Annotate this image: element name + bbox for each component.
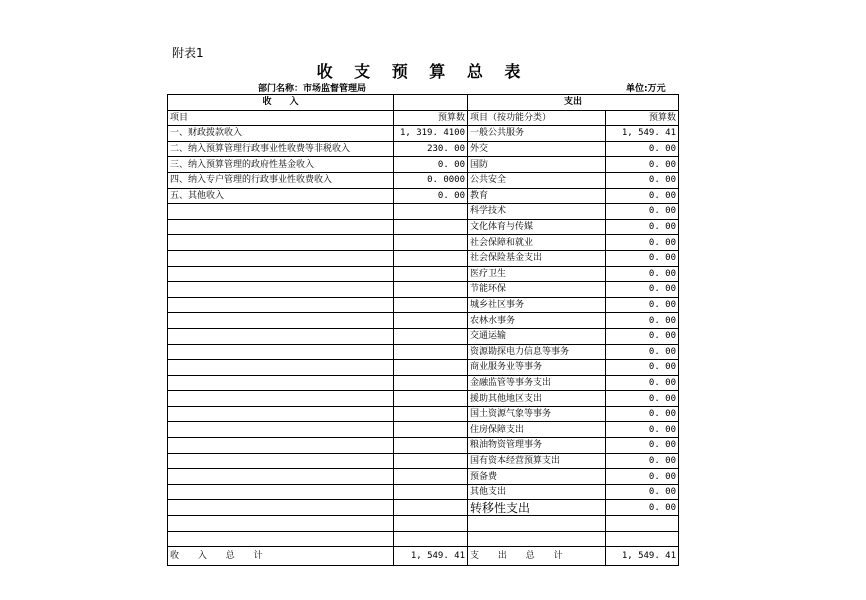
unit-label: 单位:万元: [626, 84, 666, 94]
income-total-label: 收 入 总 计: [168, 547, 394, 566]
expense-item-name: 节能环保: [468, 282, 606, 298]
table-row: [168, 422, 679, 438]
expense-item-value: 0. 00: [606, 422, 679, 438]
table-row: [168, 235, 679, 251]
expense-item-name: 金融监管等事务支出: [468, 375, 606, 391]
table-row: [168, 266, 679, 282]
empty-cell: [468, 531, 606, 547]
income-item-value: [394, 204, 468, 220]
expense-item-name: 国有资本经营预算支出: [468, 453, 606, 469]
income-item-value: [394, 391, 468, 407]
expense-item-value: 1, 549. 41: [606, 126, 679, 142]
table-row: [168, 391, 679, 407]
income-item-name: 五、其他收入: [168, 188, 394, 204]
expense-item-value: 0. 00: [606, 391, 679, 407]
expense-item-value: 0. 00: [606, 453, 679, 469]
expense-budget-header: 预算数: [606, 110, 679, 126]
expense-item-name: 交通运输: [468, 328, 606, 344]
expense-item-value: 0. 00: [606, 250, 679, 266]
expense-item-name: 外交: [468, 141, 606, 157]
expense-item-name: 其他支出: [468, 484, 606, 500]
income-item-value: 1, 319. 4100: [394, 126, 468, 142]
income-budget-header: 预算数: [394, 110, 468, 126]
table-row: [168, 126, 679, 142]
expense-item-name: 公共安全: [468, 172, 606, 188]
expense-item-value: 0. 00: [606, 297, 679, 313]
income-item-value: [394, 406, 468, 422]
empty-cell: [468, 516, 606, 532]
expense-item-name: 农林水事务: [468, 313, 606, 329]
expense-item-name: 国防: [468, 157, 606, 173]
expense-item-value: 0. 00: [606, 484, 679, 500]
income-item-name: [168, 500, 394, 516]
empty-cell: [394, 95, 468, 111]
table-row: [168, 360, 679, 376]
income-item-name: [168, 297, 394, 313]
income-item-name: [168, 484, 394, 500]
table-row: [168, 469, 679, 485]
table-row: [168, 297, 679, 313]
department-label: 部门名称：市场监督管理局: [258, 84, 367, 94]
income-item-name: [168, 469, 394, 485]
expense-item-value: 0. 00: [606, 406, 679, 422]
header-row-columns: [168, 110, 679, 126]
header-row-sections: [168, 95, 679, 111]
expense-item-header: 项目（按功能分类）: [468, 110, 606, 126]
table-row: [168, 328, 679, 344]
income-item-value: [394, 422, 468, 438]
blank-row: [168, 531, 679, 547]
expense-section-header: 支出: [468, 95, 679, 111]
blank-row: [168, 516, 679, 532]
income-item-name: [168, 438, 394, 454]
income-item-name: [168, 422, 394, 438]
empty-cell: [394, 516, 468, 532]
expense-item-name: 城乡社区事务: [468, 297, 606, 313]
table-row: [168, 141, 679, 157]
expense-item-value: 0. 00: [606, 360, 679, 376]
total-row: [168, 547, 679, 566]
expense-item-name: 援助其他地区支出: [468, 391, 606, 407]
expense-item-value: 0. 00: [606, 157, 679, 173]
expense-item-value: 0. 00: [606, 438, 679, 454]
table-row: [168, 438, 679, 454]
income-total-value: 1, 549. 41: [394, 547, 468, 566]
income-item-name: 二、纳入预算管理行政事业性收费等非税收入: [168, 141, 394, 157]
table-row: [168, 282, 679, 298]
empty-cell: [168, 531, 394, 547]
expense-item-name: 预备费: [468, 469, 606, 485]
income-item-name: [168, 360, 394, 376]
table-row: [168, 219, 679, 235]
income-item-value: 0. 00: [394, 188, 468, 204]
expense-item-value: 0. 00: [606, 500, 679, 516]
table-row: [168, 313, 679, 329]
expense-item-name: 社会保障和就业: [468, 235, 606, 251]
table-row: [168, 204, 679, 220]
table-row: [168, 188, 679, 204]
income-item-value: 230. 00: [394, 141, 468, 157]
income-item-name: [168, 328, 394, 344]
expense-item-value: 0. 00: [606, 313, 679, 329]
expense-item-value: 0. 00: [606, 282, 679, 298]
income-item-value: [394, 328, 468, 344]
income-item-value: [394, 297, 468, 313]
expense-item-value: 0. 00: [606, 375, 679, 391]
expense-item-name: 转移性支出: [468, 500, 606, 516]
income-item-value: [394, 484, 468, 500]
expense-item-value: 0. 00: [606, 328, 679, 344]
income-item-name: 四、纳入专户管理的行政事业性收费收入: [168, 172, 394, 188]
income-item-name: [168, 375, 394, 391]
expense-item-value: 0. 00: [606, 469, 679, 485]
expense-item-value: 0. 00: [606, 344, 679, 360]
expense-item-value: 0. 00: [606, 141, 679, 157]
budget-table: [167, 94, 679, 566]
income-item-value: [394, 219, 468, 235]
income-item-name: [168, 313, 394, 329]
expense-item-name: 住房保障支出: [468, 422, 606, 438]
income-item-value: [394, 469, 468, 485]
table-row: [168, 172, 679, 188]
expense-item-value: 0. 00: [606, 219, 679, 235]
page-title: 收 支 预 算 总 表: [316, 62, 529, 81]
expense-item-name: 社会保险基金支出: [468, 250, 606, 266]
expense-item-name: 粮油物资管理事务: [468, 438, 606, 454]
table-row: [168, 453, 679, 469]
expense-total-label: 支 出 总 计: [468, 547, 606, 566]
income-item-name: [168, 344, 394, 360]
empty-cell: [168, 516, 394, 532]
expense-item-name: 国土资源气象等事务: [468, 406, 606, 422]
income-item-name: [168, 219, 394, 235]
expense-item-name: 科学技术: [468, 204, 606, 220]
income-item-value: [394, 438, 468, 454]
attachment-label: 附表1: [172, 46, 204, 60]
table-row: [168, 375, 679, 391]
empty-cell: [606, 531, 679, 547]
income-item-value: [394, 375, 468, 391]
expense-total-value: 1, 549. 41: [606, 547, 679, 566]
income-item-name: [168, 266, 394, 282]
income-item-value: [394, 453, 468, 469]
income-item-value: [394, 313, 468, 329]
table-row: [168, 406, 679, 422]
expense-item-name: 商业服务业等事务: [468, 360, 606, 376]
income-item-value: [394, 500, 468, 516]
income-item-name: [168, 250, 394, 266]
empty-cell: [394, 531, 468, 547]
income-item-value: [394, 235, 468, 251]
table-row: [168, 500, 679, 516]
income-item-value: [394, 344, 468, 360]
income-item-value: [394, 282, 468, 298]
expense-item-value: 0. 00: [606, 266, 679, 282]
income-item-value: [394, 360, 468, 376]
income-item-name: [168, 406, 394, 422]
income-item-name: 三、纳入预算管理的政府性基金收入: [168, 157, 394, 173]
expense-item-name: 医疗卫生: [468, 266, 606, 282]
income-item-value: 0. 0000: [394, 172, 468, 188]
income-item-name: [168, 235, 394, 251]
income-item-header: 项目: [168, 110, 394, 126]
income-item-name: [168, 204, 394, 220]
income-item-name: [168, 453, 394, 469]
expense-item-value: 0. 00: [606, 204, 679, 220]
table-row: [168, 484, 679, 500]
income-item-value: [394, 266, 468, 282]
income-item-value: 0. 00: [394, 157, 468, 173]
expense-item-name: 资源勘探电力信息等事务: [468, 344, 606, 360]
income-item-value: [394, 250, 468, 266]
table-row: [168, 344, 679, 360]
income-section-header: 收 入: [168, 95, 394, 111]
table-row: [168, 250, 679, 266]
expense-item-name: 一般公共服务: [468, 126, 606, 142]
table-row: [168, 157, 679, 173]
expense-item-value: 0. 00: [606, 172, 679, 188]
expense-item-value: 0. 00: [606, 188, 679, 204]
expense-item-name: 教育: [468, 188, 606, 204]
expense-item-value: 0. 00: [606, 235, 679, 251]
empty-cell: [606, 516, 679, 532]
expense-item-name: 文化体育与传媒: [468, 219, 606, 235]
income-item-name: [168, 391, 394, 407]
income-item-name: [168, 282, 394, 298]
income-item-name: 一、财政拨款收入: [168, 126, 394, 142]
